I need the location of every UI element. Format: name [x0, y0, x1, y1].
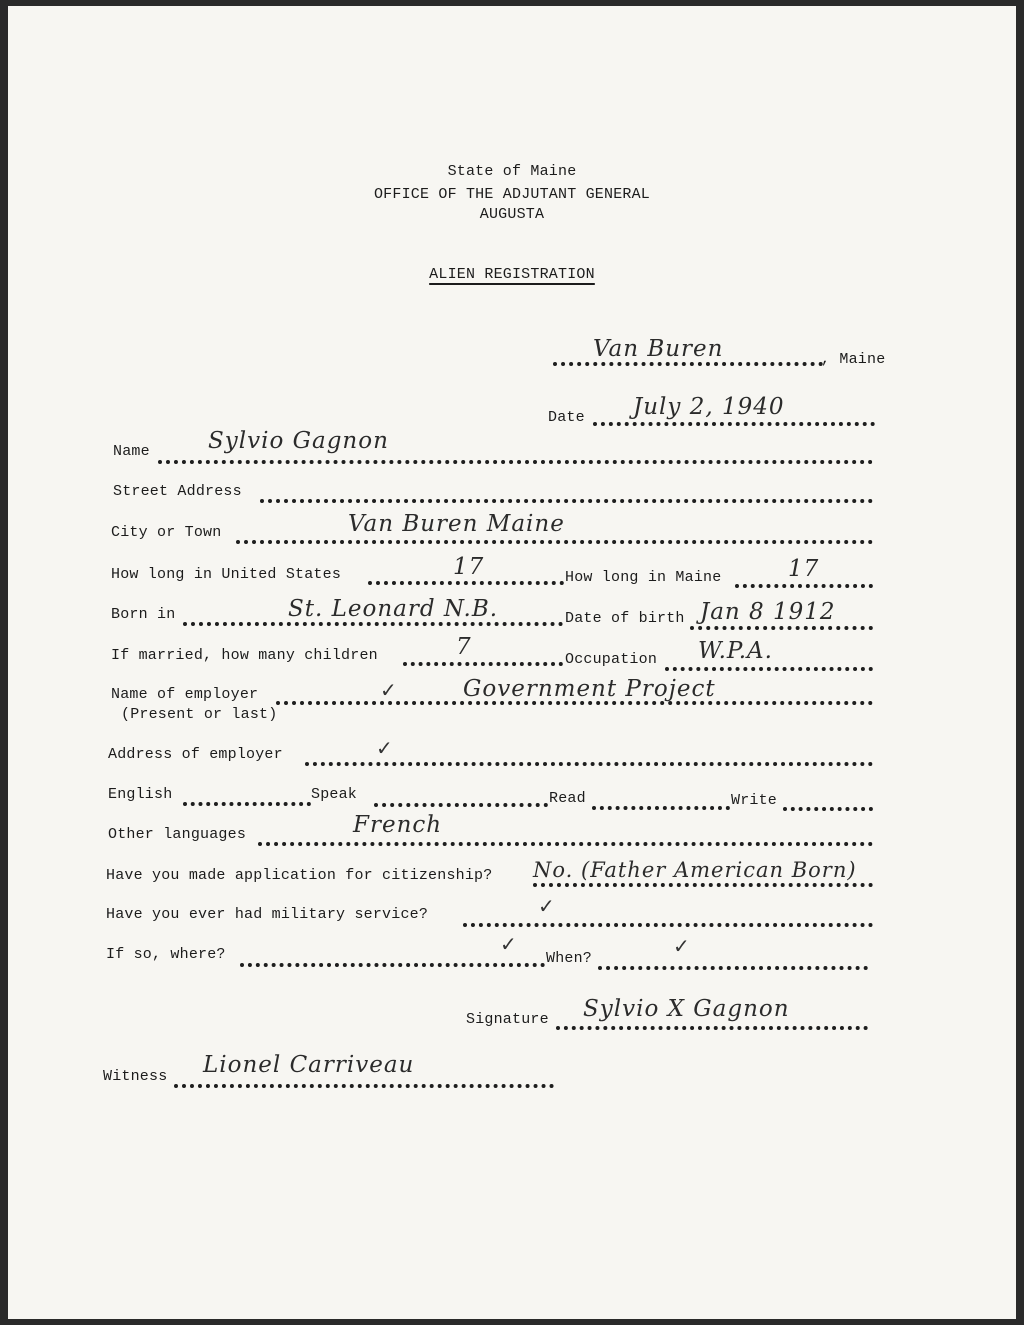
header-city: AUGUSTA	[479, 206, 545, 223]
employer-label: Name of employer	[111, 686, 259, 703]
english-write-label: Write	[731, 792, 778, 809]
other-languages-dots	[258, 842, 873, 846]
how-long-maine-value: 17	[788, 556, 820, 582]
city-dots	[236, 540, 873, 544]
street-address-label: Street Address	[113, 483, 242, 500]
how-long-us-dots	[368, 581, 564, 585]
signature-value: Sylvio X Gagnon	[583, 996, 790, 1022]
born-in-label: Born in	[111, 606, 176, 623]
how-long-maine-dots	[735, 584, 873, 588]
english-dots-3	[592, 806, 730, 810]
english-dots-4	[783, 807, 873, 811]
english-label: English	[108, 786, 173, 803]
employer-address-dots	[305, 762, 873, 766]
city-value: Van Buren Maine	[348, 511, 565, 537]
witness-dots	[174, 1084, 554, 1088]
date-of-birth-dots	[690, 626, 873, 630]
children-dots	[403, 662, 563, 666]
english-speak-label: Speak	[311, 786, 358, 803]
born-in-value: St. Leonard N.B.	[288, 596, 499, 622]
witness-value: Lionel Carriveau	[203, 1052, 415, 1078]
date-value: July 2, 1940	[633, 394, 785, 420]
name-label: Name	[113, 443, 150, 460]
employer-value: Government Project	[463, 676, 716, 702]
where-label: If so, where?	[106, 946, 226, 963]
place-dots	[553, 362, 823, 366]
header-office: OFFICE OF THE ADJUTANT GENERAL	[373, 186, 651, 203]
occupation-value: W.P.A.	[698, 638, 773, 664]
born-in-dots	[183, 622, 563, 626]
how-long-us-label: How long in United States	[111, 566, 342, 583]
english-dots-2	[374, 803, 548, 807]
witness-label: Witness	[103, 1068, 168, 1085]
header-state: State of Maine	[447, 163, 577, 180]
form-title: ALIEN REGISTRATION	[429, 266, 595, 283]
military-dots	[463, 923, 873, 927]
citizenship-value: No. (Father American Born)	[533, 858, 857, 882]
name-value: Sylvio Gagnon	[208, 428, 389, 454]
military-label: Have you ever had military service?	[106, 906, 429, 923]
employer-address-label: Address of employer	[108, 746, 283, 763]
when-check-icon: ✓	[673, 934, 690, 958]
where-check-icon: ✓	[500, 932, 517, 956]
place-town-value: Van Buren	[593, 336, 724, 362]
city-label: City or Town	[111, 524, 222, 541]
employer-address-check-icon: ✓	[376, 736, 393, 760]
citizenship-dots	[533, 883, 873, 887]
name-dots	[158, 460, 873, 464]
date-of-birth-label: Date of birth	[565, 610, 685, 627]
signature-dots	[556, 1026, 868, 1030]
signature-label: Signature	[466, 1011, 549, 1028]
other-languages-label: Other languages	[108, 826, 247, 843]
occupation-dots	[665, 667, 873, 671]
how-long-us-value: 17	[453, 554, 485, 580]
citizenship-label: Have you made application for citizenship?	[106, 867, 493, 884]
military-check-icon: ✓	[538, 894, 555, 918]
english-read-label: Read	[549, 790, 586, 807]
date-of-birth-value: Jan 8 1912	[700, 599, 836, 625]
occupation-label: Occupation	[565, 651, 658, 668]
other-languages-value: French	[353, 812, 443, 838]
street-address-dots	[260, 499, 873, 503]
when-label: When?	[546, 950, 593, 967]
how-long-maine-label: How long in Maine	[565, 569, 722, 586]
employer-sublabel: (Present or last)	[121, 706, 278, 723]
date-dots	[593, 422, 875, 426]
english-dots-1	[183, 802, 311, 806]
employer-check-icon: ✓	[380, 678, 397, 702]
date-label: Date	[548, 409, 585, 426]
place-suffix: , Maine	[821, 351, 886, 368]
registration-form	[8, 6, 1016, 1319]
children-value: 7	[456, 634, 472, 660]
children-label: If married, how many children	[111, 647, 378, 664]
where-dots	[240, 963, 545, 967]
when-dots	[598, 966, 868, 970]
